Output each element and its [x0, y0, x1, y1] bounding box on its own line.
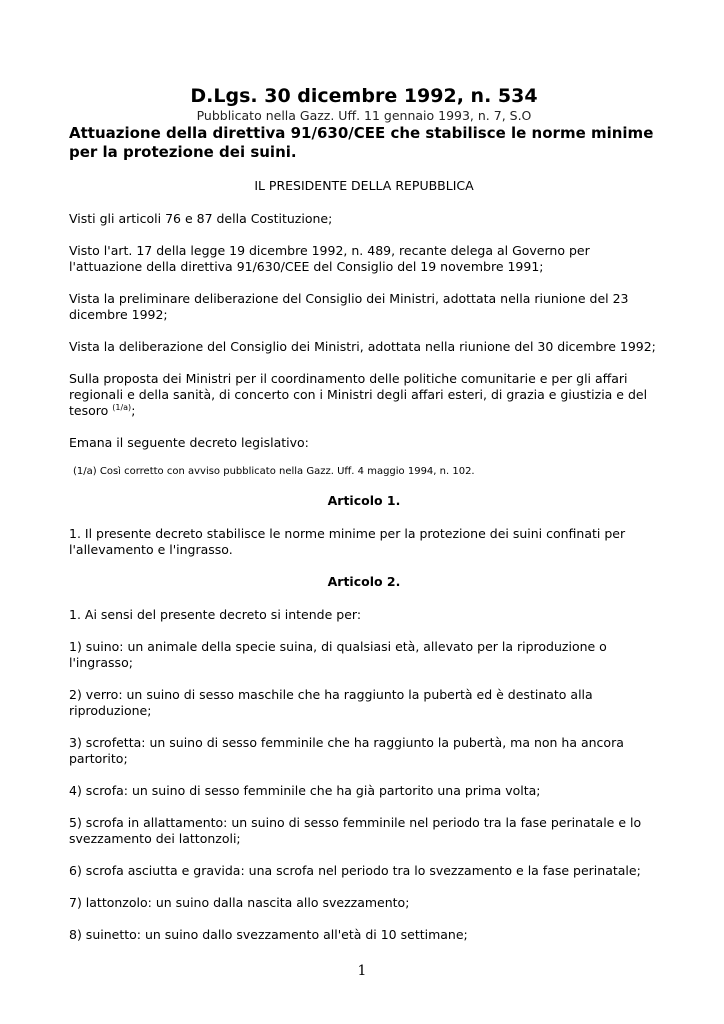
- definition-item: 7) lattonzolo: un suino dalla nascita allo svezzamento;: [69, 895, 410, 910]
- definition-item: 4) scrofa: un suino di sesso femminile che ha già partorito una prima volta;: [69, 783, 541, 798]
- definition-item: 3) scrofetta: un suino di sesso femminile che ha raggiunto la pubertà, ma non ha ancora partorito;: [69, 735, 624, 766]
- footnote: (1/a) Così corretto con avviso pubblicato nella Gazz. Uff. 4 maggio 1994, n. 102.: [73, 466, 475, 477]
- article-2-paragraph: 1. Ai sensi del presente decreto si intende per:: [69, 607, 362, 622]
- preamble-paragraph: Vista la deliberazione del Consiglio dei Ministri, adottata nella riunione del 30 dicembre 1992;: [69, 339, 656, 354]
- preamble-paragraph: Visto l'art. 17 della legge 19 dicembre 1992, n. 489, recante delega al Governo per l'attuazione della direttiva 91/630/CEE del Consiglio del 19 novembre 1991;: [69, 243, 590, 274]
- document-title: D.Lgs. 30 dicembre 1992, n. 534: [190, 85, 538, 107]
- president-heading: IL PRESIDENTE DELLA REPUBBLICA: [254, 178, 474, 193]
- definition-item: 6) scrofa asciutta e gravida: una scrofa nel periodo tra lo svezzamento e la fase perinatale;: [69, 863, 641, 878]
- document-content: [69, 84, 659, 959]
- definition-item: 5) scrofa in allattamento: un suino di sesso femminile nel periodo tra la fase perinatale e lo svezzamento dei lattonzoli;: [69, 815, 642, 846]
- definition-item: 1) suino: un animale della specie suina, di qualsiasi età, allevato per la riproduzione o l'ingrasso;: [69, 639, 607, 670]
- preamble-paragraph: Vista la preliminare deliberazione del Consiglio dei Ministri, adottata nella riunione del 23 dicembre 1992;: [69, 291, 629, 322]
- preamble-paragraph: Visti gli articoli 76 e 87 della Costituzione;: [69, 211, 333, 226]
- article-1-paragraph: 1. Il presente decreto stabilisce le norme minime per la protezione dei suini confinati per l'allevamento e l'ingrasso.: [69, 526, 626, 557]
- definition-item: 8) suinetto: un suino dallo svezzamento all'età di 10 settimane;: [69, 927, 468, 942]
- publication-info: Pubblicato nella Gazz. Uff. 11 gennaio 1993, n. 7, S.O: [196, 108, 532, 123]
- preamble-paragraph-text: Sulla proposta dei Ministri per il coordinamento delle politiche comunitarie e per gli affari regionali e della sanità, di concerto con i Ministri degli affari esteri, di grazia e giustizia e del tesoro: [69, 371, 648, 418]
- page-number: 1: [357, 963, 367, 979]
- definition-item: 2) verro: un suino di sesso maschile che ha raggiunto la pubertà ed è destinato alla riproduzione;: [69, 687, 593, 718]
- document-subtitle: Attuazione della direttiva 91/630/CEE che stabilisce le norme minime per la protezione dei suini.: [69, 124, 654, 161]
- footnote-reference-suffix: ;: [131, 403, 136, 418]
- footnote-reference: (1/a): [112, 402, 132, 412]
- preamble-paragraph: Emana il seguente decreto legislativo:: [69, 435, 309, 450]
- article-1-heading: Articolo 1.: [327, 493, 401, 508]
- preamble-paragraph-with-footnote: [69, 371, 659, 419]
- article-2-heading: Articolo 2.: [327, 574, 401, 589]
